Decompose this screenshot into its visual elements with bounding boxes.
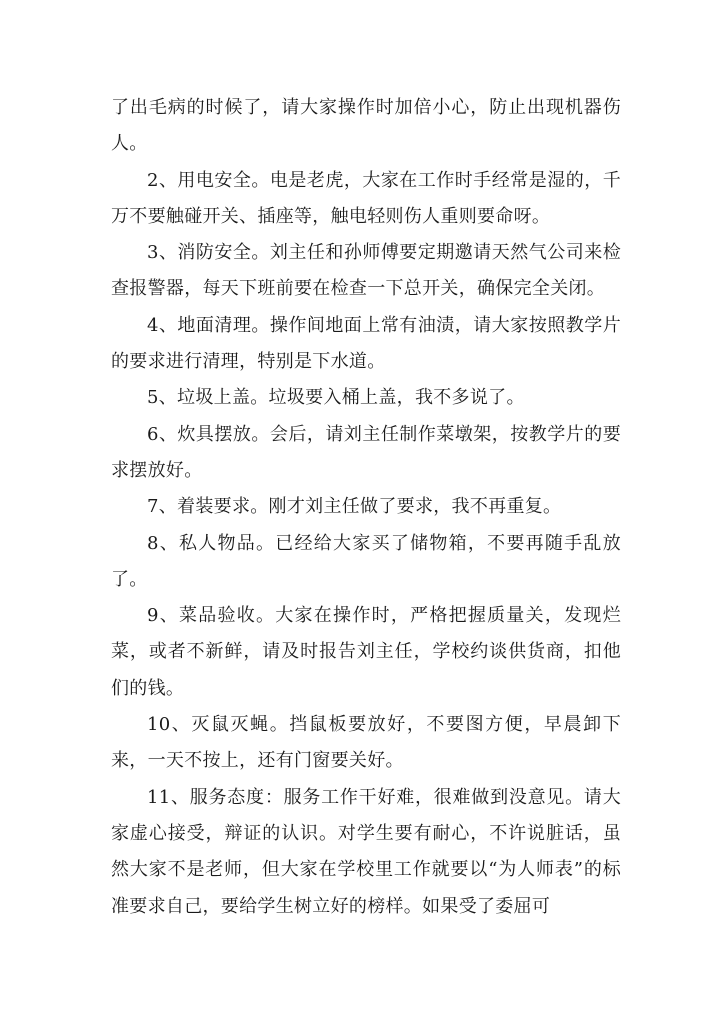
- paragraph-item-10: 10、灭鼠灭蝇。挡鼠板要放好，不要图方便，早晨卸下来，一天不按上，还有门窗要关好。: [111, 714, 621, 772]
- paragraph-item-6: 6、炊具摆放。会后，请刘主任制作菜墩架，按教学片的要求摆放好。: [111, 423, 621, 481]
- paragraph-item-2: 2、用电安全。电是老虎，大家在工作时手经常是湿的，千万不要触碰开关、插座等，触电轻则伤人重则要命呀。: [111, 169, 621, 227]
- document-body: [111, 90, 621, 925]
- paragraph-item-3: 3、消防安全。刘主任和孙师傅要定期邀请天然气公司来检查报警器，每天下班前要在检查一下总开关，确保完全关闭。: [111, 242, 621, 300]
- paragraph-item-5: 5、垃圾上盖。垃圾要入桶上盖，我不多说了。: [147, 387, 525, 409]
- paragraph-item-4: 4、地面清理。操作间地面上常有油渍，请大家按照教学片的要求进行清理，特别是下水道。: [111, 314, 621, 373]
- paragraph-item-9: 9、菜品验收。大家在操作时，严格把握质量关，发现烂菜，或者不新鲜，请及时报告刘主任，学校约谈供货商，扣他们的钱。: [111, 605, 621, 699]
- paragraph-continuation: 了出毛病的时候了，请大家操作时加倍小心，防止出现机器伤人。: [111, 97, 621, 155]
- paragraph-item-11: 11、服务态度：服务工作干好难，很难做到没意见。请大家虚心接受，辩证的认识。对学生要有耐心，不许说脏话，虽然大家不是老师，但大家在学校里工作就要以“为人师表”的标准要求自己，要给学生树立好的榜样。如果受了委屈可: [111, 786, 621, 917]
- paragraph-item-8: 8、私人物品。已经给大家买了储物箱，不要再随手乱放了。: [111, 532, 621, 590]
- paragraph-item-7: 7、着装要求。刚才刘主任做了要求，我不再重复。: [147, 496, 562, 518]
